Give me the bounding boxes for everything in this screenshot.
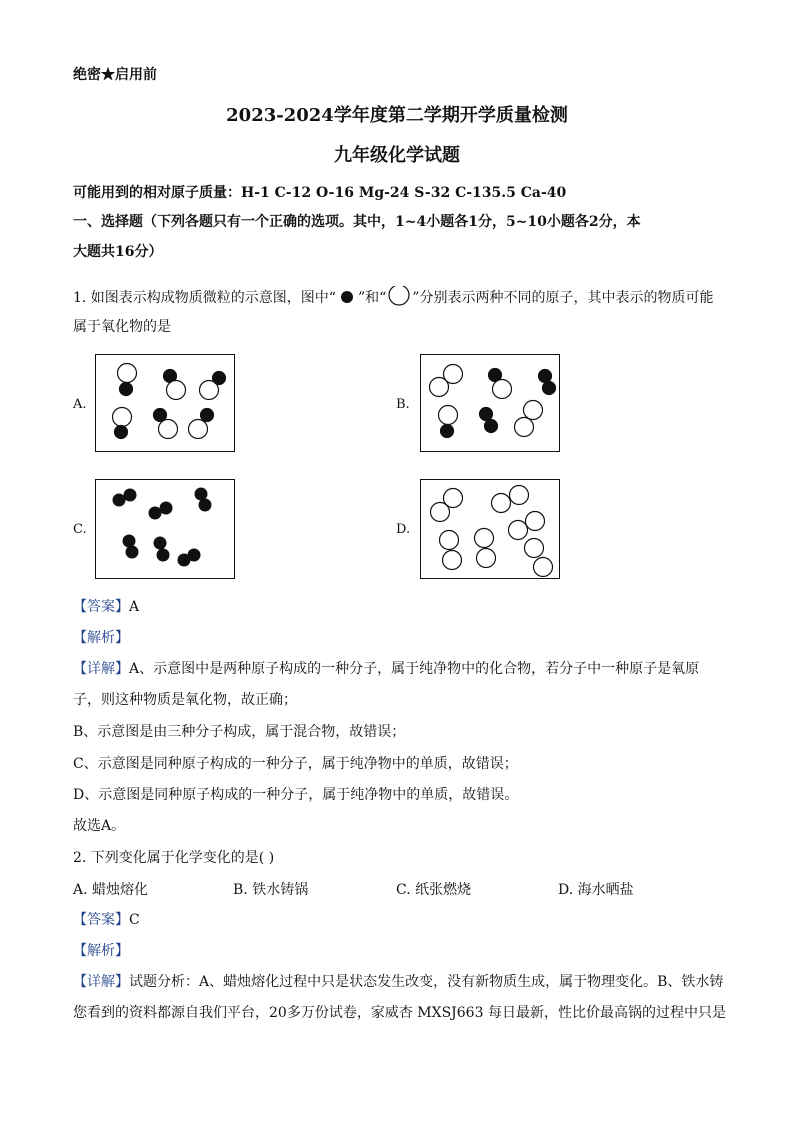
q1-option-c-diagram [95, 479, 235, 579]
q1-stem-line1: 1. 如图表示构成物质微粒的示意图，图中“ ”和“ ”分别表示两种不同的原子，其中表示的物质可能 [73, 286, 713, 308]
filled-atom [123, 535, 136, 548]
hollow-atom [510, 486, 529, 505]
hollow-atom [444, 365, 463, 384]
hollow-atom [493, 380, 512, 399]
hollow-atom [526, 512, 545, 531]
filled-atom [539, 370, 552, 383]
filled-atom [485, 420, 498, 433]
exam-subtitle: 九年级化学试题 [334, 145, 460, 166]
atomic-masses: 可能用到的相对原子质量：H-1 C-12 O-16 Mg-24 S-32 C-135.5 Ca-40 [73, 185, 567, 201]
hollow-atom [113, 408, 132, 427]
hollow-atom [159, 420, 178, 439]
q1-conclusion: 故选A。 [73, 818, 126, 834]
filled-atom [157, 549, 170, 562]
hollow-atom [534, 558, 553, 577]
q1-option-a-label: A. [73, 397, 87, 412]
hollow-atom [509, 521, 528, 540]
hollow-atom [524, 401, 543, 420]
filled-atom [213, 372, 226, 385]
q1-option-b-diagram [420, 354, 560, 452]
q1-answer: 【答案】A [73, 599, 140, 615]
q2-detail-line2: 您看到的资料都源自我们平台，20多万份试卷，家威杏 MXSJ663 每日最新，性比价最高锅的过程中只是 [73, 1005, 726, 1021]
filled-atom [480, 408, 493, 421]
hollow-atom [525, 539, 544, 558]
filled-atom [124, 489, 137, 502]
hollow-atom [444, 489, 463, 508]
q2-option-a: A. 蜡烛熔化 [73, 882, 149, 898]
q2-stem: 2. 下列变化属于化学变化的是( ) [73, 850, 275, 866]
hollow-atom [189, 420, 208, 439]
q1-option-d-diagram [420, 479, 560, 579]
q2-option-b: B. 铁水铸锅 [233, 882, 309, 898]
section-heading-line1: 一、选择题（下列各题只有一个正确的选项。其中，1~4小题各1分，5~10小题各2分，本 [73, 214, 641, 230]
filled-atom [441, 425, 454, 438]
hollow-atom [515, 418, 534, 437]
section-heading-line2: 大题共16分） [73, 244, 163, 260]
q1-analysis-tag: 【解析】 [73, 630, 129, 646]
filled-atom [201, 409, 214, 422]
exam-title: 2023-2024学年度第二学期开学质量检测 [226, 105, 568, 126]
q1-option-c-label: C. [73, 522, 87, 537]
q1-detail-line1b: 子，则这种物质是氧化物，故正确； [73, 692, 297, 708]
hollow-atom [477, 549, 496, 568]
hollow-atom [439, 406, 458, 425]
hollow-atom [475, 529, 494, 548]
filled-atom [120, 383, 133, 396]
q2-detail-line1: 【详解】试题分析：A、蜡烛熔化过程中只是状态发生改变，没有新物质生成，属于物理变化。B、铁水铸 [73, 974, 724, 990]
filled-atom [154, 537, 167, 550]
filled-atom [126, 546, 139, 559]
filled-atom [543, 382, 556, 395]
filled-atom [188, 549, 201, 562]
q1-detail-line3: C、示意图是同种原子构成的一种分子，属于纯净物中的单质，故错误； [73, 756, 518, 772]
q1-detail-line4: D、示意图是同种原子构成的一种分子，属于纯净物中的单质，故错误。 [73, 787, 519, 803]
hollow-atom [440, 531, 459, 550]
filled-atom [199, 499, 212, 512]
hollow-atom [118, 364, 137, 383]
hollow-atom-icon [387, 286, 411, 308]
q2-answer: 【答案】C [73, 912, 140, 928]
q1-detail-line2: B、示意图是由三种分子构成，属于混合物，故错误； [73, 724, 406, 740]
q1-stem-line2: 属于氧化物的是 [73, 319, 171, 335]
filled-atom [160, 502, 173, 515]
q2-option-d: D. 海水晒盐 [558, 882, 634, 898]
secret-label: 绝密★启用前 [73, 67, 157, 83]
q1-detail-line1: 【详解】A、示意图中是两种原子构成的一种分子，属于纯净物中的化合物，若分子中一种原子是氧原 [73, 661, 700, 677]
hollow-atom [443, 551, 462, 570]
filled-atom-icon [338, 290, 356, 308]
q1-option-a-diagram [95, 354, 235, 452]
q2-option-c: C. 纸张燃烧 [396, 882, 472, 898]
filled-atom [115, 426, 128, 439]
q2-analysis-tag: 【解析】 [73, 943, 129, 959]
q1-option-d-label: D. [396, 522, 411, 537]
hollow-atom [492, 494, 511, 513]
hollow-atom [167, 381, 186, 400]
q1-option-b-label: B. [396, 397, 410, 412]
